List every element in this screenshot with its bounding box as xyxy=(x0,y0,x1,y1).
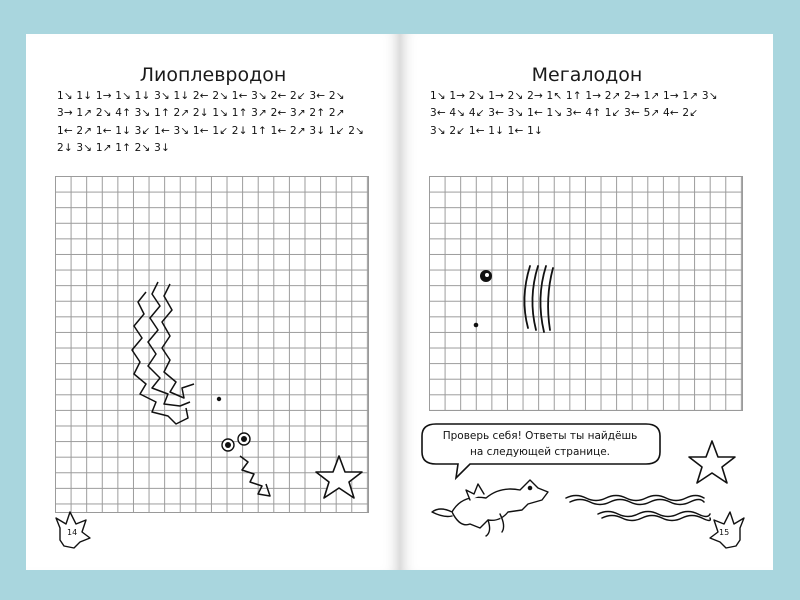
star-icon xyxy=(316,456,362,498)
page-number-right: 15 xyxy=(719,528,730,537)
speech-bubble-text xyxy=(428,423,652,465)
eyes xyxy=(222,433,250,451)
code-line: 3↘ 2↙ 1← 1↓ 1← 1↓ xyxy=(430,124,543,137)
gills-icon xyxy=(524,266,553,332)
left-page-title: Лиоплевродон xyxy=(139,64,287,86)
page-number-left: 14 xyxy=(67,528,78,537)
code-line: 1← 2↗ 1← 1↓ 3↙ 1← 3↘ 1← 1↙ 2↓ 1↑ 1← 2↗ 3↓ 1↙ 2↘ xyxy=(57,124,365,137)
code-line: 1↘ 1↓ 1→ 1↘ 1↓ 3↘ 1↓ 2← 2↘ 1← 3↘ 2← 2↙ 3← 2↘ xyxy=(57,90,345,102)
dot-marker xyxy=(474,323,479,328)
code-line: 3→ 1↗ 2↘ 4↑ 3↘ 1↑ 2↗ 2↓ 1↘ 1↑ 3↗ 2← 3↗ 2↑ 2↗ xyxy=(57,107,345,120)
dragon-illustration xyxy=(432,480,548,536)
speech-bubble-line: на следующей странице. xyxy=(469,446,611,458)
code-line: 3← 4↘ 4↙ 3← 3↘ 1← 1↘ 3← 4↑ 1↙ 3← 5↗ 4← 2↙ xyxy=(430,107,699,120)
star-icon xyxy=(689,441,735,483)
liopleurodon-partial-drawing xyxy=(132,282,270,496)
speech-bubble-line: Проверь себя! Ответы ты найдёшь xyxy=(442,430,638,442)
code-line: 2↓ 3↘ 1↗ 1↑ 2↘ 3↓ xyxy=(57,141,170,154)
wave-icon xyxy=(566,496,710,521)
right-page-title: Мегалодон xyxy=(531,64,643,86)
dot-marker xyxy=(217,397,221,401)
code-line: 1↘ 1→ 2↘ 1→ 2↘ 2→ 1↖ 1↑ 1→ 2↗ 2→ 1↗ 1→ 1↗ 3↘ xyxy=(430,90,718,102)
